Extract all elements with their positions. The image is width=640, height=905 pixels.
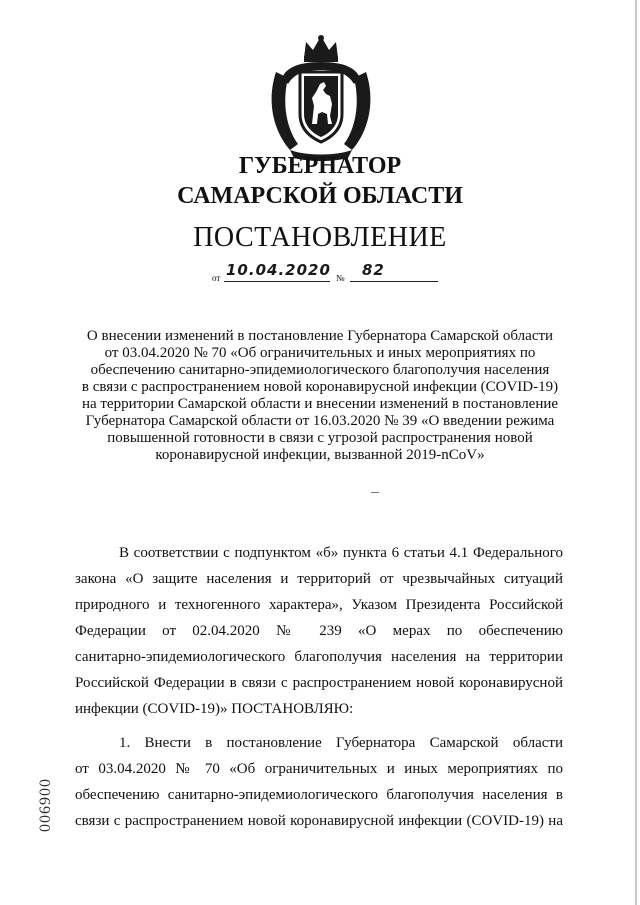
scan-edge-line — [635, 0, 637, 905]
date-number-line — [212, 262, 442, 282]
paragraph-line: от 03.04.2020 № 70 «Об ограничительных и иных мероприятиях по — [75, 761, 563, 777]
region-title: САМАРСКОЙ ОБЛАСТИ — [177, 183, 463, 209]
paragraph-line: Федерации от 02.04.2020 № 239 «О мерах по обеспечению — [75, 623, 563, 639]
paragraph-line: 1. Внести в постановление Губернатора Самарской области — [119, 735, 563, 751]
subject-line: от 03.04.2020 № 70 «Об ограничительных и иных мероприятиях по — [104, 345, 536, 361]
paragraph-line: санитарно-эпидемиологического благополучия населения на территории — [75, 649, 563, 665]
clause-1-paragraph — [75, 730, 563, 834]
subject-line: повышенной готовности в связи с угрозой распространения новой — [107, 430, 533, 446]
paragraph-line: обеспечению санитарно-эпидемиологического благополучия населения в — [75, 787, 563, 803]
paragraph-line: Российской Федерации в связи с распространением новой коронавирусной — [75, 675, 563, 691]
date-underline — [224, 281, 330, 282]
document-subject — [70, 328, 570, 464]
number-value: 82 — [362, 261, 385, 279]
governor-title: ГУБЕРНАТОР — [238, 153, 402, 179]
preamble-paragraph — [75, 540, 563, 722]
subject-line: на территории Самарской области и внесении изменений в постановление — [81, 396, 559, 412]
document-type-title: ПОСТАНОВЛЕНИЕ — [193, 222, 447, 253]
subject-line: в связи с распространением новой коронавирусной инфекции (COVID-19) — [81, 379, 559, 395]
scan-mark — [371, 492, 379, 493]
stamp-number: 006900 — [37, 778, 54, 832]
paragraph-line: связи с распространением новой коронавирусной инфекции (COVID-19) на — [75, 813, 563, 829]
paragraph-line: инфекции (COVID-19)» ПОСТАНОВЛЯЮ: — [75, 701, 354, 717]
number-underline — [350, 281, 438, 282]
subject-line: Губернатора Самарской области от 16.03.2020 № 39 «О введении режима — [85, 413, 555, 429]
subject-line: О внесении изменений в постановление Губернатора Самарской области — [86, 328, 554, 344]
subject-line: обеспечению санитарно-эпидемиологического благополучия населения — [90, 362, 550, 378]
paragraph-line: закона «О защите населения и территорий от чрезвычайных ситуаций — [75, 571, 563, 587]
date-label: от — [212, 273, 221, 283]
subject-line: коронавирусной инфекции, вызванной 2019-nCoV» — [155, 447, 485, 463]
registration-number-stamp — [26, 760, 66, 850]
coat-of-arms-emblem — [268, 32, 374, 162]
number-label: № — [336, 273, 345, 283]
paragraph-line: природного и техногенного характера», Указом Президента Российской — [75, 597, 563, 613]
paragraph-line: В соответствии с подпунктом «б» пункта 6 статьи 4.1 Федерального — [119, 545, 563, 561]
date-value: 10.04.2020 — [226, 261, 331, 279]
